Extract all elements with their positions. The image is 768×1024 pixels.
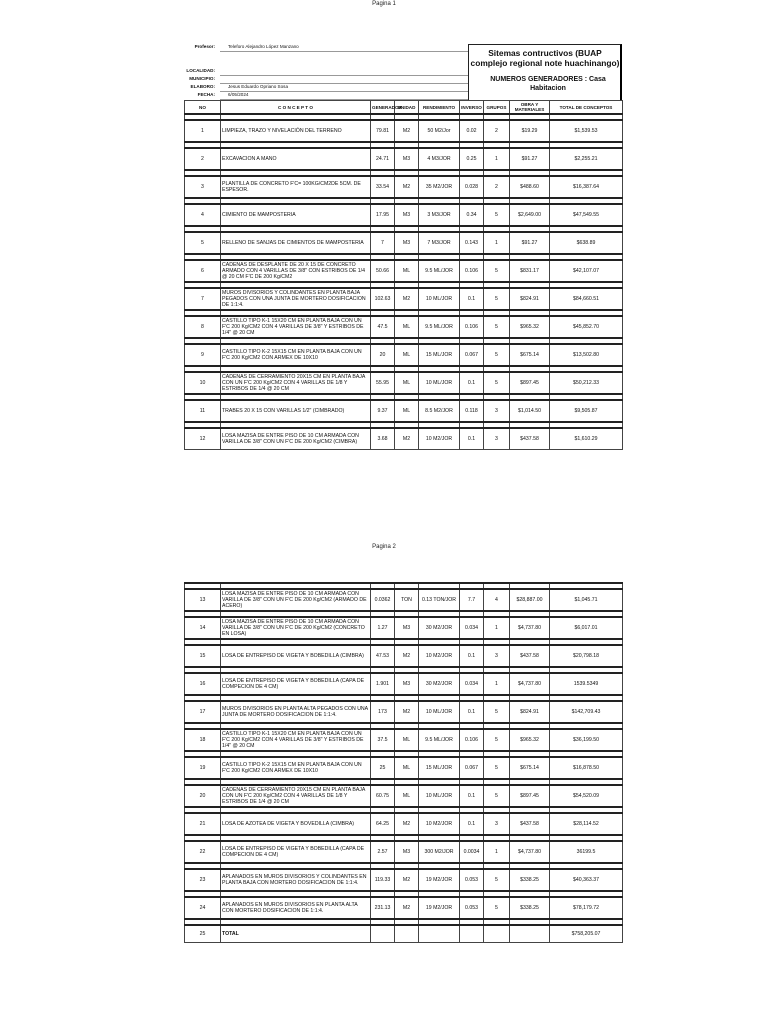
concept-cell: APLANADOS EN MUROS DIVISORIOS Y COLINDANTES EN PLANTA BAJA CON MORTERO DOSIFICACION DE 1:1:4.	[221, 869, 371, 891]
table-row	[185, 260, 623, 282]
inverso-cell: 0.0034	[460, 841, 484, 863]
rendimiento-cell: 10 ML/JOR	[419, 288, 460, 310]
col-header-unidad: UNIDAD	[395, 101, 419, 115]
rendimiento-cell: 300 M2/JOR	[419, 841, 460, 863]
grupos-cell: 3	[484, 428, 510, 450]
obra-cell: $2,649.00	[510, 204, 550, 226]
unidad-cell: ML	[395, 729, 419, 751]
concept-cell: CASTILLO TIPO K-2 15X15 CM EN PLANTA BAJA CON UN F'C 200 Kg/CM2 CON ARMEX DE 10X10	[221, 757, 371, 779]
row-number: 6	[185, 260, 221, 282]
row-number: 15	[185, 645, 221, 667]
obra-cell: $338.25	[510, 897, 550, 919]
municipio-label: MUNICIPIO:	[189, 76, 215, 81]
concept-cell: LOSA MAZISA DE ENTRE PISO DE 10 CM ARMADA CON VARILLA DE 3/8" CON UN F'C DE 200 Kg/CM2 (CIMBRA)	[221, 428, 371, 450]
concept-cell: LOSA DE ENTREPISO DE VIGETA Y BOBEDILLA (CIMBRA)	[221, 645, 371, 667]
unidad-cell: M2	[395, 428, 419, 450]
grupos-cell: 2	[484, 176, 510, 198]
total-cell: $54,520.09	[550, 785, 623, 807]
inverso-cell: 0.1	[460, 813, 484, 835]
sheet-page-1	[184, 44, 622, 450]
fecha-value: 6/05/2024	[220, 92, 468, 100]
unidad-cell: ML	[395, 400, 419, 422]
inverso-cell: 0.067	[460, 344, 484, 366]
empty-cell	[419, 925, 460, 943]
total-cell: $16,387.64	[550, 176, 623, 198]
generador-cell: 47.53	[371, 645, 395, 667]
row-number: 20	[185, 785, 221, 807]
total-label: TOTAL	[221, 925, 371, 943]
generador-cell: 17.95	[371, 204, 395, 226]
unidad-cell: TON	[395, 589, 419, 611]
obra-cell: $897.45	[510, 785, 550, 807]
obra-cell: $338.25	[510, 869, 550, 891]
inverso-cell: 0.1	[460, 785, 484, 807]
concept-cell: CASTILLO TIPO K-1 15X20 CM EN PLANTA BAJA CON UN F'C 200 Kg/CM2 CON 4 VARILLAS DE 3/8" Y ESTRIBOS DE 1/4" @ 20 CM	[221, 316, 371, 338]
localidad-value	[220, 68, 468, 76]
rendimiento-cell: 10 ML/JOR	[419, 785, 460, 807]
grupos-cell: 1	[484, 232, 510, 254]
row-number: 10	[185, 372, 221, 394]
grupos-cell: 5	[484, 785, 510, 807]
rendimiento-cell: 0.13 TON/JOR	[419, 589, 460, 611]
inverso-cell: 0.1	[460, 428, 484, 450]
total-cell: 1539.5349	[550, 673, 623, 695]
rendimiento-cell: 10 M2/JOR	[419, 645, 460, 667]
inverso-cell: 0.106	[460, 316, 484, 338]
total-cell: $47,549.55	[550, 204, 623, 226]
obra-cell: $1,014.50	[510, 400, 550, 422]
inverso-cell: 0.118	[460, 400, 484, 422]
total-row-number: 25	[185, 925, 221, 943]
unidad-cell: M3	[395, 841, 419, 863]
table-row	[185, 344, 623, 366]
rendimiento-cell: 3 M3/JOR	[419, 204, 460, 226]
rendimiento-cell: 30 M2/JOR	[419, 673, 460, 695]
rendimiento-cell: 50 M2/Jor	[419, 120, 460, 142]
table-row	[185, 645, 623, 667]
inverso-cell: 0.067	[460, 757, 484, 779]
concept-cell: EXCAVACION A MANO	[221, 148, 371, 170]
concept-cell: LIMPIEZA, TRAZO Y NIVELACIÓN DEL TERRENO	[221, 120, 371, 142]
unidad-cell: M2	[395, 869, 419, 891]
table-row	[185, 841, 623, 863]
obra-cell: $965.32	[510, 316, 550, 338]
empty-cell	[395, 925, 419, 943]
inverso-cell: 0.143	[460, 232, 484, 254]
page-1-label: Pagina 1	[372, 1, 396, 7]
generador-cell: 1.901	[371, 673, 395, 695]
row-number: 11	[185, 400, 221, 422]
unidad-cell: ML	[395, 372, 419, 394]
total-cell: $1,045.71	[550, 589, 623, 611]
rendimiento-cell: 15 ML/JOR	[419, 757, 460, 779]
obra-cell: $897.45	[510, 372, 550, 394]
grupos-cell: 5	[484, 344, 510, 366]
col-header-rendimiento: RENDIMIENTO	[419, 101, 460, 115]
grupos-cell: 5	[484, 757, 510, 779]
total-cell: $638.89	[550, 232, 623, 254]
obra-cell: $824.91	[510, 288, 550, 310]
concept-cell: LOSA MAZISA DE ENTRE PISO DE 10 CM ARMADA CON VARILLA DE 3/8" CON UN F'C DE 200 Kg/CM2 (ARMADO DE ACERO)	[221, 589, 371, 611]
header-title-box	[468, 44, 622, 100]
grupos-cell: 2	[484, 120, 510, 142]
grupos-cell: 5	[484, 897, 510, 919]
row-number: 21	[185, 813, 221, 835]
profesor-value: Teleforo Alejandro López Manzano	[220, 44, 468, 52]
rendimiento-cell: 10 ML/JOR	[419, 701, 460, 723]
total-cell: $40,363.37	[550, 869, 623, 891]
generador-cell: 50.66	[371, 260, 395, 282]
total-cell: $1,610.29	[550, 428, 623, 450]
row-number: 8	[185, 316, 221, 338]
inverso-cell: 0.25	[460, 148, 484, 170]
rendimiento-cell: 8.5 M2/JOR	[419, 400, 460, 422]
unidad-cell: ML	[395, 260, 419, 282]
obra-cell: $28,887.00	[510, 589, 550, 611]
inverso-cell: 0.34	[460, 204, 484, 226]
inverso-cell: 0.1	[460, 372, 484, 394]
empty-cell	[460, 925, 484, 943]
generador-cell: 37.5	[371, 729, 395, 751]
inverso-cell: 0.034	[460, 673, 484, 695]
rendimiento-cell: 7 M3/JOR	[419, 232, 460, 254]
row-number: 24	[185, 897, 221, 919]
table-row	[185, 316, 623, 338]
grupos-cell: 1	[484, 841, 510, 863]
table-row	[185, 120, 623, 142]
row-number: 2	[185, 148, 221, 170]
row-number: 7	[185, 288, 221, 310]
row-number: 4	[185, 204, 221, 226]
table-body-page-2	[185, 583, 623, 943]
inverso-cell: 0.053	[460, 869, 484, 891]
generador-cell: 2.57	[371, 841, 395, 863]
rendimiento-cell: 19 M2/JOR	[419, 869, 460, 891]
table-row	[185, 288, 623, 310]
profesor-label: Profesor:	[194, 44, 215, 49]
total-cell: $84,660.51	[550, 288, 623, 310]
generador-cell: 79.81	[371, 120, 395, 142]
unidad-cell: M3	[395, 673, 419, 695]
row-number: 17	[185, 701, 221, 723]
table-row	[185, 204, 623, 226]
table-body-page-1	[185, 114, 623, 450]
municipio-value	[220, 76, 468, 84]
header-fields	[184, 44, 468, 100]
total-cell: 36199.5	[550, 841, 623, 863]
generators-table-page-1	[184, 100, 623, 450]
col-header-concepto: C O N C E P T O	[221, 101, 371, 115]
rendimiento-cell: 15 ML/JOR	[419, 344, 460, 366]
generators-table-page-2	[184, 582, 623, 943]
obra-cell: $437.58	[510, 645, 550, 667]
obra-cell: $437.58	[510, 428, 550, 450]
rendimiento-cell: 9.5 ML/JOR	[419, 260, 460, 282]
rendimiento-cell: 9.5 ML/JOR	[419, 316, 460, 338]
obra-cell: $19.29	[510, 120, 550, 142]
row-number: 16	[185, 673, 221, 695]
obra-cell: $824.91	[510, 701, 550, 723]
grupos-cell: 5	[484, 260, 510, 282]
col-header-obra: OBRA Y MATERIALES	[510, 101, 550, 115]
table-row	[185, 701, 623, 723]
total-cell: $2,255.21	[550, 148, 623, 170]
table-row	[185, 232, 623, 254]
row-number: 19	[185, 757, 221, 779]
unidad-cell: M2	[395, 897, 419, 919]
concept-cell: PLANTILLA DE CONCRETO F'C= 100KG/CM2DE 5CM. DE ESPESOR.	[221, 176, 371, 198]
generador-cell: 60.75	[371, 785, 395, 807]
unidad-cell: M3	[395, 148, 419, 170]
concept-cell: MUROS DIVISORIOS Y COLINDANTES EN PLANTA BAJA PEGADOS CON UNA JUNTA DE MORTERO DOSIFICACION DE 1:1:4.	[221, 288, 371, 310]
rendimiento-cell: 4 M3/JOR	[419, 148, 460, 170]
empty-cell	[484, 925, 510, 943]
row-number: 18	[185, 729, 221, 751]
concept-cell: MUROS DIVISORIOS EN PLANTA ALTA PEGADOS CON UNA JUNTA DE MORTERO DOSIFICACION DE 1:1:4.	[221, 701, 371, 723]
grupos-cell: 1	[484, 148, 510, 170]
concept-cell: LOSA DE ENTREPISO DE VIGETA Y BOBEDILLA (CAPA DE COMPECION DE 4 CM)	[221, 673, 371, 695]
total-cell: $36,199.50	[550, 729, 623, 751]
total-cell: $42,107.07	[550, 260, 623, 282]
col-header-inverso: INVERSO	[460, 101, 484, 115]
inverso-cell: 0.1	[460, 645, 484, 667]
inverso-cell: 0.053	[460, 897, 484, 919]
col-header-grupos: GRUPOS	[484, 101, 510, 115]
grupos-cell: 3	[484, 645, 510, 667]
rendimiento-cell: 10 M2/JOR	[419, 813, 460, 835]
generador-cell: 33.54	[371, 176, 395, 198]
unidad-cell: M3	[395, 204, 419, 226]
total-cell: $50,212.33	[550, 372, 623, 394]
table-row	[185, 589, 623, 611]
grupos-cell: 3	[484, 400, 510, 422]
generador-cell: 24.71	[371, 148, 395, 170]
inverso-cell: 0.034	[460, 617, 484, 639]
total-cell: $16,878.50	[550, 757, 623, 779]
table-row	[185, 729, 623, 751]
grupos-cell: 5	[484, 204, 510, 226]
concept-cell: CADENAS DE DESPLANTE DE 20 X 15 DE CONCRETO ARMADO CON 4 VARILLAS DE 3/8" CON ESTRIBOS DE 1/4 @ 20 CM F'C DE 200 Kg/CM2	[221, 260, 371, 282]
concept-cell: LOSA MAZISA DE ENTRE PISO DE 10 CM ARMADA CON VARILLA DE 3/8" CON UN F'C DE 200 Kg/CM2 (CONCRETO EN LOSA)	[221, 617, 371, 639]
total-cell: $78,179.72	[550, 897, 623, 919]
total-cell: $9,505.87	[550, 400, 623, 422]
table-row	[185, 148, 623, 170]
table-header-row	[185, 101, 623, 115]
unidad-cell: ML	[395, 785, 419, 807]
unidad-cell: ML	[395, 344, 419, 366]
total-cell: $20,798.18	[550, 645, 623, 667]
col-header-total: TOTAL DE CONCEPTOS	[550, 101, 623, 115]
generador-cell: 20	[371, 344, 395, 366]
obra-cell: $488.60	[510, 176, 550, 198]
total-cell: $13,502.80	[550, 344, 623, 366]
inverso-cell: 7.7	[460, 589, 484, 611]
project-title: Sitemas contructivos (BUAP complejo regional note huachinango)	[470, 48, 620, 68]
grupos-cell: 5	[484, 701, 510, 723]
row-number: 5	[185, 232, 221, 254]
inverso-cell: 0.028	[460, 176, 484, 198]
row-number: 3	[185, 176, 221, 198]
grupos-cell: 5	[484, 372, 510, 394]
inverso-cell: 0.106	[460, 729, 484, 751]
unidad-cell: M2	[395, 120, 419, 142]
unidad-cell: M2	[395, 288, 419, 310]
table-row	[185, 428, 623, 450]
inverso-cell: 0.1	[460, 288, 484, 310]
empty-cell	[510, 925, 550, 943]
generador-cell: 47.5	[371, 316, 395, 338]
total-cell: $6,017.01	[550, 617, 623, 639]
grupos-cell: 4	[484, 589, 510, 611]
row-number: 1	[185, 120, 221, 142]
obra-cell: $437.58	[510, 813, 550, 835]
row-number: 22	[185, 841, 221, 863]
concept-cell: CASTILLO TIPO K-2 15X15 CM EN PLANTA BAJA CON UN F'C 200 Kg/CM2 CON ARMEX DE 10X10	[221, 344, 371, 366]
obra-cell: $4,737.80	[510, 841, 550, 863]
header-box	[184, 44, 622, 100]
obra-cell: $965.32	[510, 729, 550, 751]
rendimiento-cell: 35 M2/JOR	[419, 176, 460, 198]
elaboro-label: ELABORO:	[190, 84, 215, 89]
row-number: 23	[185, 869, 221, 891]
total-cell: $45,852.70	[550, 316, 623, 338]
concept-cell: LOSA DE AZOTEA DE VIGETA Y BOVEDILLA (CIMBRA)	[221, 813, 371, 835]
concept-cell: RELLENO DE SANJAS DE CIMIENTOS DE MAMPOSTERIA	[221, 232, 371, 254]
unidad-cell: M2	[395, 701, 419, 723]
fecha-label: FECHA:	[197, 92, 215, 97]
obra-cell: $91.27	[510, 232, 550, 254]
elaboro-value: Jesus Eduardo Opriano Sosa	[220, 84, 468, 92]
inverso-cell: 0.1	[460, 701, 484, 723]
obra-cell: $675.14	[510, 344, 550, 366]
inverso-cell: 0.106	[460, 260, 484, 282]
grand-total-value: $758,205.07	[550, 925, 623, 943]
generador-cell: 9.37	[371, 400, 395, 422]
concept-cell: TRABES 20 X 15 CON VARILLAS 1/2" (CIMBRADO)	[221, 400, 371, 422]
page-2-label: Pagina 2	[372, 544, 396, 550]
unidad-cell: M2	[395, 176, 419, 198]
generador-cell: 25	[371, 757, 395, 779]
grupos-cell: 5	[484, 869, 510, 891]
table-row	[185, 813, 623, 835]
generador-cell: 173	[371, 701, 395, 723]
row-number: 9	[185, 344, 221, 366]
unidad-cell: M2	[395, 813, 419, 835]
generador-cell: 0.0362	[371, 589, 395, 611]
table-row	[185, 869, 623, 891]
generador-cell: 102.63	[371, 288, 395, 310]
obra-cell: $4,737.80	[510, 617, 550, 639]
table-row	[185, 617, 623, 639]
generador-cell: 231.13	[371, 897, 395, 919]
empty-cell	[371, 925, 395, 943]
grupos-cell: 1	[484, 617, 510, 639]
localidad-label: LOCALIDAD:	[186, 68, 215, 73]
unidad-cell: ML	[395, 316, 419, 338]
generador-cell: 1.27	[371, 617, 395, 639]
row-number: 12	[185, 428, 221, 450]
generador-cell: 7	[371, 232, 395, 254]
table-row	[185, 673, 623, 695]
table-row	[185, 757, 623, 779]
table-row	[185, 785, 623, 807]
unidad-cell: M2	[395, 645, 419, 667]
total-cell: $28,114.52	[550, 813, 623, 835]
inverso-cell: 0.02	[460, 120, 484, 142]
generador-cell: 64.25	[371, 813, 395, 835]
rendimiento-cell: 10 ML/JOR	[419, 372, 460, 394]
concept-cell: CASTILLO TIPO K-1 15X20 CM EN PLANTA BAJA CON UN F'C 200 Kg/CM2 CON 4 VARILLAS DE 3/8" Y ESTRIBOS DE 1/4" @ 20 CM	[221, 729, 371, 751]
grupos-cell: 5	[484, 316, 510, 338]
sheet-page-2	[184, 582, 622, 943]
col-header-generador: GENERADOR	[371, 101, 395, 115]
table-row	[185, 176, 623, 198]
obra-cell: $4,737.80	[510, 673, 550, 695]
total-row	[185, 925, 623, 943]
generador-cell: 119.33	[371, 869, 395, 891]
obra-cell: $91.27	[510, 148, 550, 170]
row-number: 13	[185, 589, 221, 611]
unidad-cell: ML	[395, 757, 419, 779]
concept-cell: LOSA DE ENTREPISO DE VIGETA Y BOBEDILLA (CAPA DE COMPECION DE 4 CM)	[221, 841, 371, 863]
grupos-cell: 3	[484, 813, 510, 835]
total-cell: $1,539.53	[550, 120, 623, 142]
concept-cell: APLANADOS EN MUROS DIVISORIOS EN PLANTA ALTA CON MORTERO DOSIFICACION DE 1:1:4.	[221, 897, 371, 919]
total-cell: $142,709.43	[550, 701, 623, 723]
unidad-cell: M3	[395, 617, 419, 639]
generador-cell: 55.95	[371, 372, 395, 394]
generador-cell: 3.68	[371, 428, 395, 450]
table-row	[185, 400, 623, 422]
grupos-cell: 5	[484, 288, 510, 310]
rendimiento-cell: 9.5 ML/JOR	[419, 729, 460, 751]
generators-title: NUMEROS GENERADORES : Casa Habitacion	[490, 76, 606, 92]
concept-cell: CIMIENTO DE MAMPOSTERIA	[221, 204, 371, 226]
obra-cell: $675.14	[510, 757, 550, 779]
obra-cell: $831.17	[510, 260, 550, 282]
unidad-cell: M3	[395, 232, 419, 254]
grupos-cell: 1	[484, 673, 510, 695]
table-row	[185, 372, 623, 394]
concept-cell: CADENAS DE CERRAMIENTO 20X15 CM EN PLANTA BAJA CON UN F'C 200 Kg/CM2 CON 4 VARILLAS DE 1/8 Y ESTRIBOS DE 1/4 @ 20 CM	[221, 785, 371, 807]
grupos-cell: 5	[484, 729, 510, 751]
rendimiento-cell: 30 M2/JOR	[419, 617, 460, 639]
concept-cell: CADENAS DE CERRAMIENTO 20X15 CM EN PLANTA BAJA CON UN F'C 200 Kg/CM2 CON 4 VARILLAS DE 1/8 Y ESTRIBOS DE 1/4 @ 20 CM	[221, 372, 371, 394]
table-row	[185, 897, 623, 919]
row-number: 14	[185, 617, 221, 639]
rendimiento-cell: 10 M2/JOR	[419, 428, 460, 450]
rendimiento-cell: 19 M2/JOR	[419, 897, 460, 919]
col-header-no: NO	[185, 101, 221, 115]
